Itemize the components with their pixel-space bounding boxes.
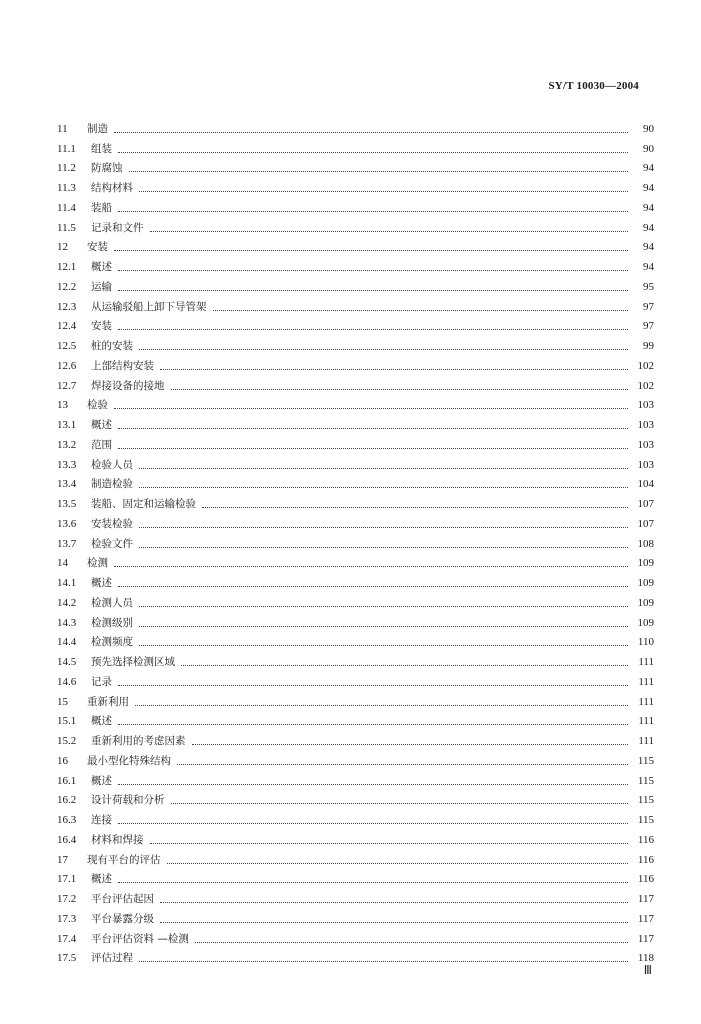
toc-entry-title: 概述 bbox=[91, 715, 112, 728]
toc-entry-number: 14.5 bbox=[57, 656, 77, 668]
toc-entry-title: 概述 bbox=[91, 577, 112, 589]
toc-entry[interactable] bbox=[57, 254, 654, 274]
toc-dot-leader bbox=[118, 211, 628, 212]
toc-entry[interactable] bbox=[57, 393, 654, 413]
toc-entry[interactable] bbox=[57, 709, 654, 729]
toc-entry-title: 桩的安装 bbox=[91, 340, 133, 352]
toc-entry-title: 结构材料 bbox=[91, 182, 133, 194]
toc-entry-number: 17.2 bbox=[57, 893, 77, 905]
toc-entry-number: 12.4 bbox=[57, 320, 77, 333]
toc-entry-number: 11.2 bbox=[57, 162, 76, 175]
toc-entry-title: 概述 bbox=[91, 261, 112, 273]
toc-entry-page-number: 102 bbox=[637, 379, 654, 392]
toc-entry[interactable] bbox=[57, 116, 654, 136]
toc-entry-page-number: 111 bbox=[638, 675, 654, 688]
toc-entry-page-number: 94 bbox=[643, 201, 654, 214]
toc-entry-title: 检测级别 bbox=[91, 616, 133, 629]
toc-entry-number: 12.1 bbox=[57, 261, 77, 273]
toc-dot-leader bbox=[139, 191, 628, 192]
toc-entry-number: 15.1 bbox=[57, 715, 77, 728]
toc-dot-leader bbox=[139, 645, 628, 646]
toc-entry-number: 15.2 bbox=[57, 735, 77, 747]
toc-entry[interactable] bbox=[57, 294, 654, 314]
toc-entry[interactable] bbox=[57, 827, 654, 847]
toc-entry-title: 记录 bbox=[91, 675, 112, 688]
toc-entry[interactable] bbox=[57, 531, 654, 551]
toc-entry-number: 17.4 bbox=[57, 932, 77, 945]
toc-entry-number: 12.6 bbox=[57, 359, 77, 372]
toc-entry-page-number: 116 bbox=[637, 873, 654, 886]
toc-entry-page-number: 109 bbox=[637, 577, 654, 589]
toc-entry-number: 12.2 bbox=[57, 280, 77, 293]
toc-entry-page-number: 102 bbox=[637, 359, 654, 372]
toc-entry-number: 11 bbox=[57, 122, 68, 135]
toc-entry-title: 组装 bbox=[91, 142, 112, 155]
toc-entry-title: 检测 bbox=[87, 557, 108, 570]
toc-entry-title: 制造 bbox=[87, 122, 108, 135]
toc-entry-title: 检测人员 bbox=[91, 596, 133, 609]
toc-dot-leader bbox=[150, 231, 629, 232]
toc-dot-leader bbox=[160, 902, 628, 903]
toc-dot-leader bbox=[192, 744, 629, 745]
toc-entry[interactable] bbox=[57, 274, 654, 294]
toc-entry-page-number: 94 bbox=[643, 241, 654, 254]
toc-dot-leader bbox=[118, 784, 628, 785]
toc-entry-page-number: 90 bbox=[643, 122, 654, 135]
toc-dot-leader bbox=[118, 428, 628, 429]
toc-entry[interactable] bbox=[57, 649, 654, 669]
toc-entry[interactable] bbox=[57, 946, 654, 966]
toc-entry-page-number: 115 bbox=[637, 794, 654, 807]
toc-dot-leader bbox=[177, 764, 628, 765]
toc-entry[interactable] bbox=[57, 472, 654, 492]
toc-entry-page-number: 109 bbox=[637, 557, 654, 570]
toc-entry[interactable] bbox=[57, 768, 654, 788]
page-folio: Ⅲ bbox=[643, 963, 652, 977]
toc-entry[interactable] bbox=[57, 748, 654, 768]
toc-dot-leader bbox=[118, 586, 628, 587]
toc-entry-number: 14.4 bbox=[57, 636, 77, 649]
toc-entry-page-number: 97 bbox=[643, 300, 654, 313]
toc-entry-number: 14.6 bbox=[57, 675, 77, 688]
toc-entry-number: 13.1 bbox=[57, 419, 77, 431]
toc-dot-leader bbox=[139, 606, 628, 607]
toc-entry-page-number: 111 bbox=[638, 695, 654, 708]
toc-entry-number: 16.3 bbox=[57, 814, 77, 826]
toc-entry-number: 16 bbox=[57, 754, 68, 767]
toc-dot-leader bbox=[167, 863, 629, 864]
toc-entry-page-number: 116 bbox=[637, 833, 654, 846]
toc-entry-title: 平台暴露分级 bbox=[91, 912, 154, 925]
toc-entry-number: 17.5 bbox=[57, 952, 77, 965]
toc-entry[interactable] bbox=[57, 156, 654, 176]
toc-dot-leader bbox=[114, 132, 628, 133]
toc-entry-number: 13.3 bbox=[57, 458, 77, 471]
toc-entry-title: 现有平台的评估 bbox=[87, 853, 161, 866]
toc-dot-leader bbox=[160, 369, 628, 370]
toc-entry[interactable] bbox=[57, 195, 654, 215]
toc-entry-title: 上部结构安装 bbox=[91, 359, 154, 372]
toc-entry[interactable] bbox=[57, 491, 654, 511]
toc-dot-leader bbox=[139, 961, 628, 962]
toc-entry-title: 连接 bbox=[91, 814, 112, 826]
toc-entry-page-number: 97 bbox=[643, 320, 654, 333]
toc-dot-leader bbox=[195, 942, 628, 943]
toc-entry-number: 11.5 bbox=[57, 221, 76, 234]
toc-entry[interactable] bbox=[57, 235, 654, 255]
toc-dot-leader bbox=[114, 408, 628, 409]
toc-entry-number: 11.4 bbox=[57, 201, 76, 214]
toc-entry-page-number: 94 bbox=[643, 182, 654, 194]
toc-entry-page-number: 116 bbox=[637, 853, 654, 866]
toc-entry-number: 12 bbox=[57, 241, 68, 254]
toc-dot-leader bbox=[118, 329, 628, 330]
toc-dot-leader bbox=[171, 389, 629, 390]
toc-dot-leader bbox=[171, 803, 629, 804]
toc-entry-page-number: 111 bbox=[638, 715, 654, 728]
toc-dot-leader bbox=[202, 507, 628, 508]
toc-entry-page-number: 94 bbox=[643, 221, 654, 234]
toc-entry[interactable] bbox=[57, 452, 654, 472]
toc-dot-leader bbox=[181, 665, 628, 666]
toc-entry[interactable] bbox=[57, 590, 654, 610]
toc-entry-title: 重新利用的考虑因素 bbox=[91, 735, 186, 747]
toc-entry-page-number: 107 bbox=[637, 498, 654, 510]
toc-entry-page-number: 99 bbox=[643, 340, 654, 352]
toc-entry-title: 从运输驳船上卸下导管架 bbox=[91, 300, 207, 313]
toc-entry-number: 11.1 bbox=[57, 142, 76, 155]
toc-entry-title: 安装 bbox=[87, 241, 108, 254]
toc-entry-page-number: 94 bbox=[643, 261, 654, 273]
toc-entry-title: 检验 bbox=[87, 399, 108, 412]
toc-entry-number: 16.4 bbox=[57, 833, 77, 846]
toc-entry-title: 设计荷载和分析 bbox=[91, 794, 165, 807]
toc-entry-title: 制造检验 bbox=[91, 478, 133, 491]
toc-entry-page-number: 110 bbox=[637, 636, 654, 649]
toc-dot-leader bbox=[160, 922, 628, 923]
toc-entry[interactable] bbox=[57, 570, 654, 590]
toc-entry-page-number: 117 bbox=[637, 912, 654, 925]
toc-entry-title: 检验文件 bbox=[91, 537, 133, 550]
toc-entry-title: 焊接设备的接地 bbox=[91, 379, 165, 392]
toc-dot-leader bbox=[118, 152, 628, 153]
toc-entry-title: 重新利用 bbox=[87, 695, 129, 708]
toc-entry-title: 记录和文件 bbox=[91, 221, 144, 234]
toc-entry-title: 范围 bbox=[91, 438, 112, 451]
standard-code-header: SY/T 10030—2004 bbox=[548, 80, 639, 92]
toc-entry-title: 材料和焊接 bbox=[91, 833, 144, 846]
toc-entry-number: 12.3 bbox=[57, 300, 77, 313]
toc-entry-number: 14.2 bbox=[57, 596, 77, 609]
toc-dot-leader bbox=[139, 626, 628, 627]
toc-dot-leader bbox=[118, 290, 628, 291]
toc-entry[interactable] bbox=[57, 630, 654, 650]
toc-entry-page-number: 103 bbox=[637, 399, 654, 412]
toc-entry-page-number: 109 bbox=[637, 616, 654, 629]
table-of-contents bbox=[57, 116, 654, 965]
toc-entry-title: 预先选择检测区域 bbox=[91, 656, 175, 668]
toc-dot-leader bbox=[213, 310, 629, 311]
toc-entry-page-number: 108 bbox=[637, 537, 654, 550]
toc-entry-number: 14.1 bbox=[57, 577, 77, 589]
toc-dot-leader bbox=[118, 685, 628, 686]
toc-entry[interactable] bbox=[57, 373, 654, 393]
toc-entry-number: 13.4 bbox=[57, 478, 77, 491]
toc-entry[interactable] bbox=[57, 432, 654, 452]
toc-entry-page-number: 109 bbox=[637, 596, 654, 609]
toc-entry-title: 概述 bbox=[91, 873, 112, 886]
toc-entry-page-number: 103 bbox=[637, 419, 654, 431]
toc-entry[interactable] bbox=[57, 175, 654, 195]
toc-entry-title: 装船、固定和运输检验 bbox=[91, 498, 196, 510]
toc-entry-number: 13.6 bbox=[57, 517, 77, 530]
toc-entry-page-number: 117 bbox=[637, 932, 654, 945]
toc-dot-leader bbox=[129, 171, 629, 172]
toc-entry[interactable] bbox=[57, 847, 654, 867]
toc-entry[interactable] bbox=[57, 412, 654, 432]
toc-dot-leader bbox=[150, 843, 629, 844]
toc-entry[interactable] bbox=[57, 788, 654, 808]
toc-entry-number: 15 bbox=[57, 695, 68, 708]
toc-entry-number: 12.7 bbox=[57, 379, 77, 392]
toc-dot-leader bbox=[118, 448, 628, 449]
toc-entry-number: 13 bbox=[57, 399, 68, 412]
toc-entry-number: 17.3 bbox=[57, 912, 77, 925]
toc-entry-number: 14.3 bbox=[57, 616, 77, 629]
toc-dot-leader bbox=[139, 547, 628, 548]
toc-dot-leader bbox=[139, 349, 628, 350]
toc-entry-number: 17 bbox=[57, 853, 68, 866]
toc-entry-page-number: 115 bbox=[637, 814, 654, 826]
toc-dot-leader bbox=[139, 527, 628, 528]
toc-dot-leader bbox=[135, 705, 628, 706]
toc-entry[interactable] bbox=[57, 353, 654, 373]
toc-entry-number: 16.1 bbox=[57, 774, 77, 787]
toc-entry-number: 14 bbox=[57, 557, 68, 570]
toc-entry-title: 概述 bbox=[91, 774, 112, 787]
toc-entry-title: 防腐蚀 bbox=[91, 162, 123, 175]
toc-entry-title: 检测频度 bbox=[91, 636, 133, 649]
toc-entry[interactable] bbox=[57, 669, 654, 689]
toc-entry-number: 13.7 bbox=[57, 537, 77, 550]
toc-entry-title: 装船 bbox=[91, 201, 112, 214]
toc-entry-page-number: 107 bbox=[637, 517, 654, 530]
toc-entry-page-number: 115 bbox=[637, 754, 654, 767]
toc-entry-number: 13.2 bbox=[57, 438, 77, 451]
toc-entry[interactable] bbox=[57, 689, 654, 709]
toc-entry-page-number: 111 bbox=[638, 735, 654, 747]
toc-dot-leader bbox=[118, 823, 628, 824]
toc-entry-page-number: 111 bbox=[638, 656, 654, 668]
toc-entry-page-number: 117 bbox=[637, 893, 654, 905]
toc-entry-title: 评估过程 bbox=[91, 952, 133, 965]
toc-entry-number: 11.3 bbox=[57, 182, 76, 194]
toc-entry[interactable] bbox=[57, 136, 654, 156]
toc-entry[interactable] bbox=[57, 314, 654, 334]
toc-entry-title: 检验人员 bbox=[91, 458, 133, 471]
toc-entry[interactable] bbox=[57, 886, 654, 906]
toc-entry-title: 安装 bbox=[91, 320, 112, 333]
toc-dot-leader bbox=[118, 270, 628, 271]
toc-entry-page-number: 94 bbox=[643, 162, 654, 175]
toc-entry-page-number: 90 bbox=[643, 142, 654, 155]
toc-entry[interactable] bbox=[57, 906, 654, 926]
toc-entry[interactable] bbox=[57, 867, 654, 887]
toc-entry-page-number: 104 bbox=[637, 478, 654, 491]
toc-entry-page-number: 115 bbox=[637, 774, 654, 787]
toc-entry-title: 最小型化特殊结构 bbox=[87, 754, 171, 767]
toc-dot-leader bbox=[114, 566, 628, 567]
toc-entry-page-number: 95 bbox=[643, 280, 654, 293]
toc-entry[interactable] bbox=[57, 551, 654, 571]
toc-entry-number: 12.5 bbox=[57, 340, 77, 352]
toc-entry-title: 安装检验 bbox=[91, 517, 133, 530]
toc-entry-title: 平台评估资料 —检测 bbox=[91, 932, 189, 945]
toc-entry-number: 16.2 bbox=[57, 794, 77, 807]
toc-entry-number: 13.5 bbox=[57, 498, 77, 510]
toc-entry[interactable] bbox=[57, 333, 654, 353]
toc-entry[interactable] bbox=[57, 215, 654, 235]
toc-dot-leader bbox=[139, 487, 628, 488]
toc-entry-page-number: 103 bbox=[637, 438, 654, 451]
toc-entry[interactable] bbox=[57, 610, 654, 630]
toc-dot-leader bbox=[114, 250, 628, 251]
toc-entry[interactable] bbox=[57, 807, 654, 827]
toc-entry-page-number: 118 bbox=[637, 952, 654, 965]
toc-entry[interactable] bbox=[57, 926, 654, 946]
toc-dot-leader bbox=[118, 882, 628, 883]
toc-dot-leader bbox=[139, 468, 628, 469]
toc-entry-title: 运输 bbox=[91, 280, 112, 293]
toc-entry-title: 平台评估起因 bbox=[91, 893, 154, 905]
toc-dot-leader bbox=[118, 724, 628, 725]
toc-entry-page-number: 103 bbox=[637, 458, 654, 471]
toc-entry-number: 17.1 bbox=[57, 873, 77, 886]
toc-entry[interactable] bbox=[57, 728, 654, 748]
toc-entry-title: 概述 bbox=[91, 419, 112, 431]
toc-entry[interactable] bbox=[57, 511, 654, 531]
